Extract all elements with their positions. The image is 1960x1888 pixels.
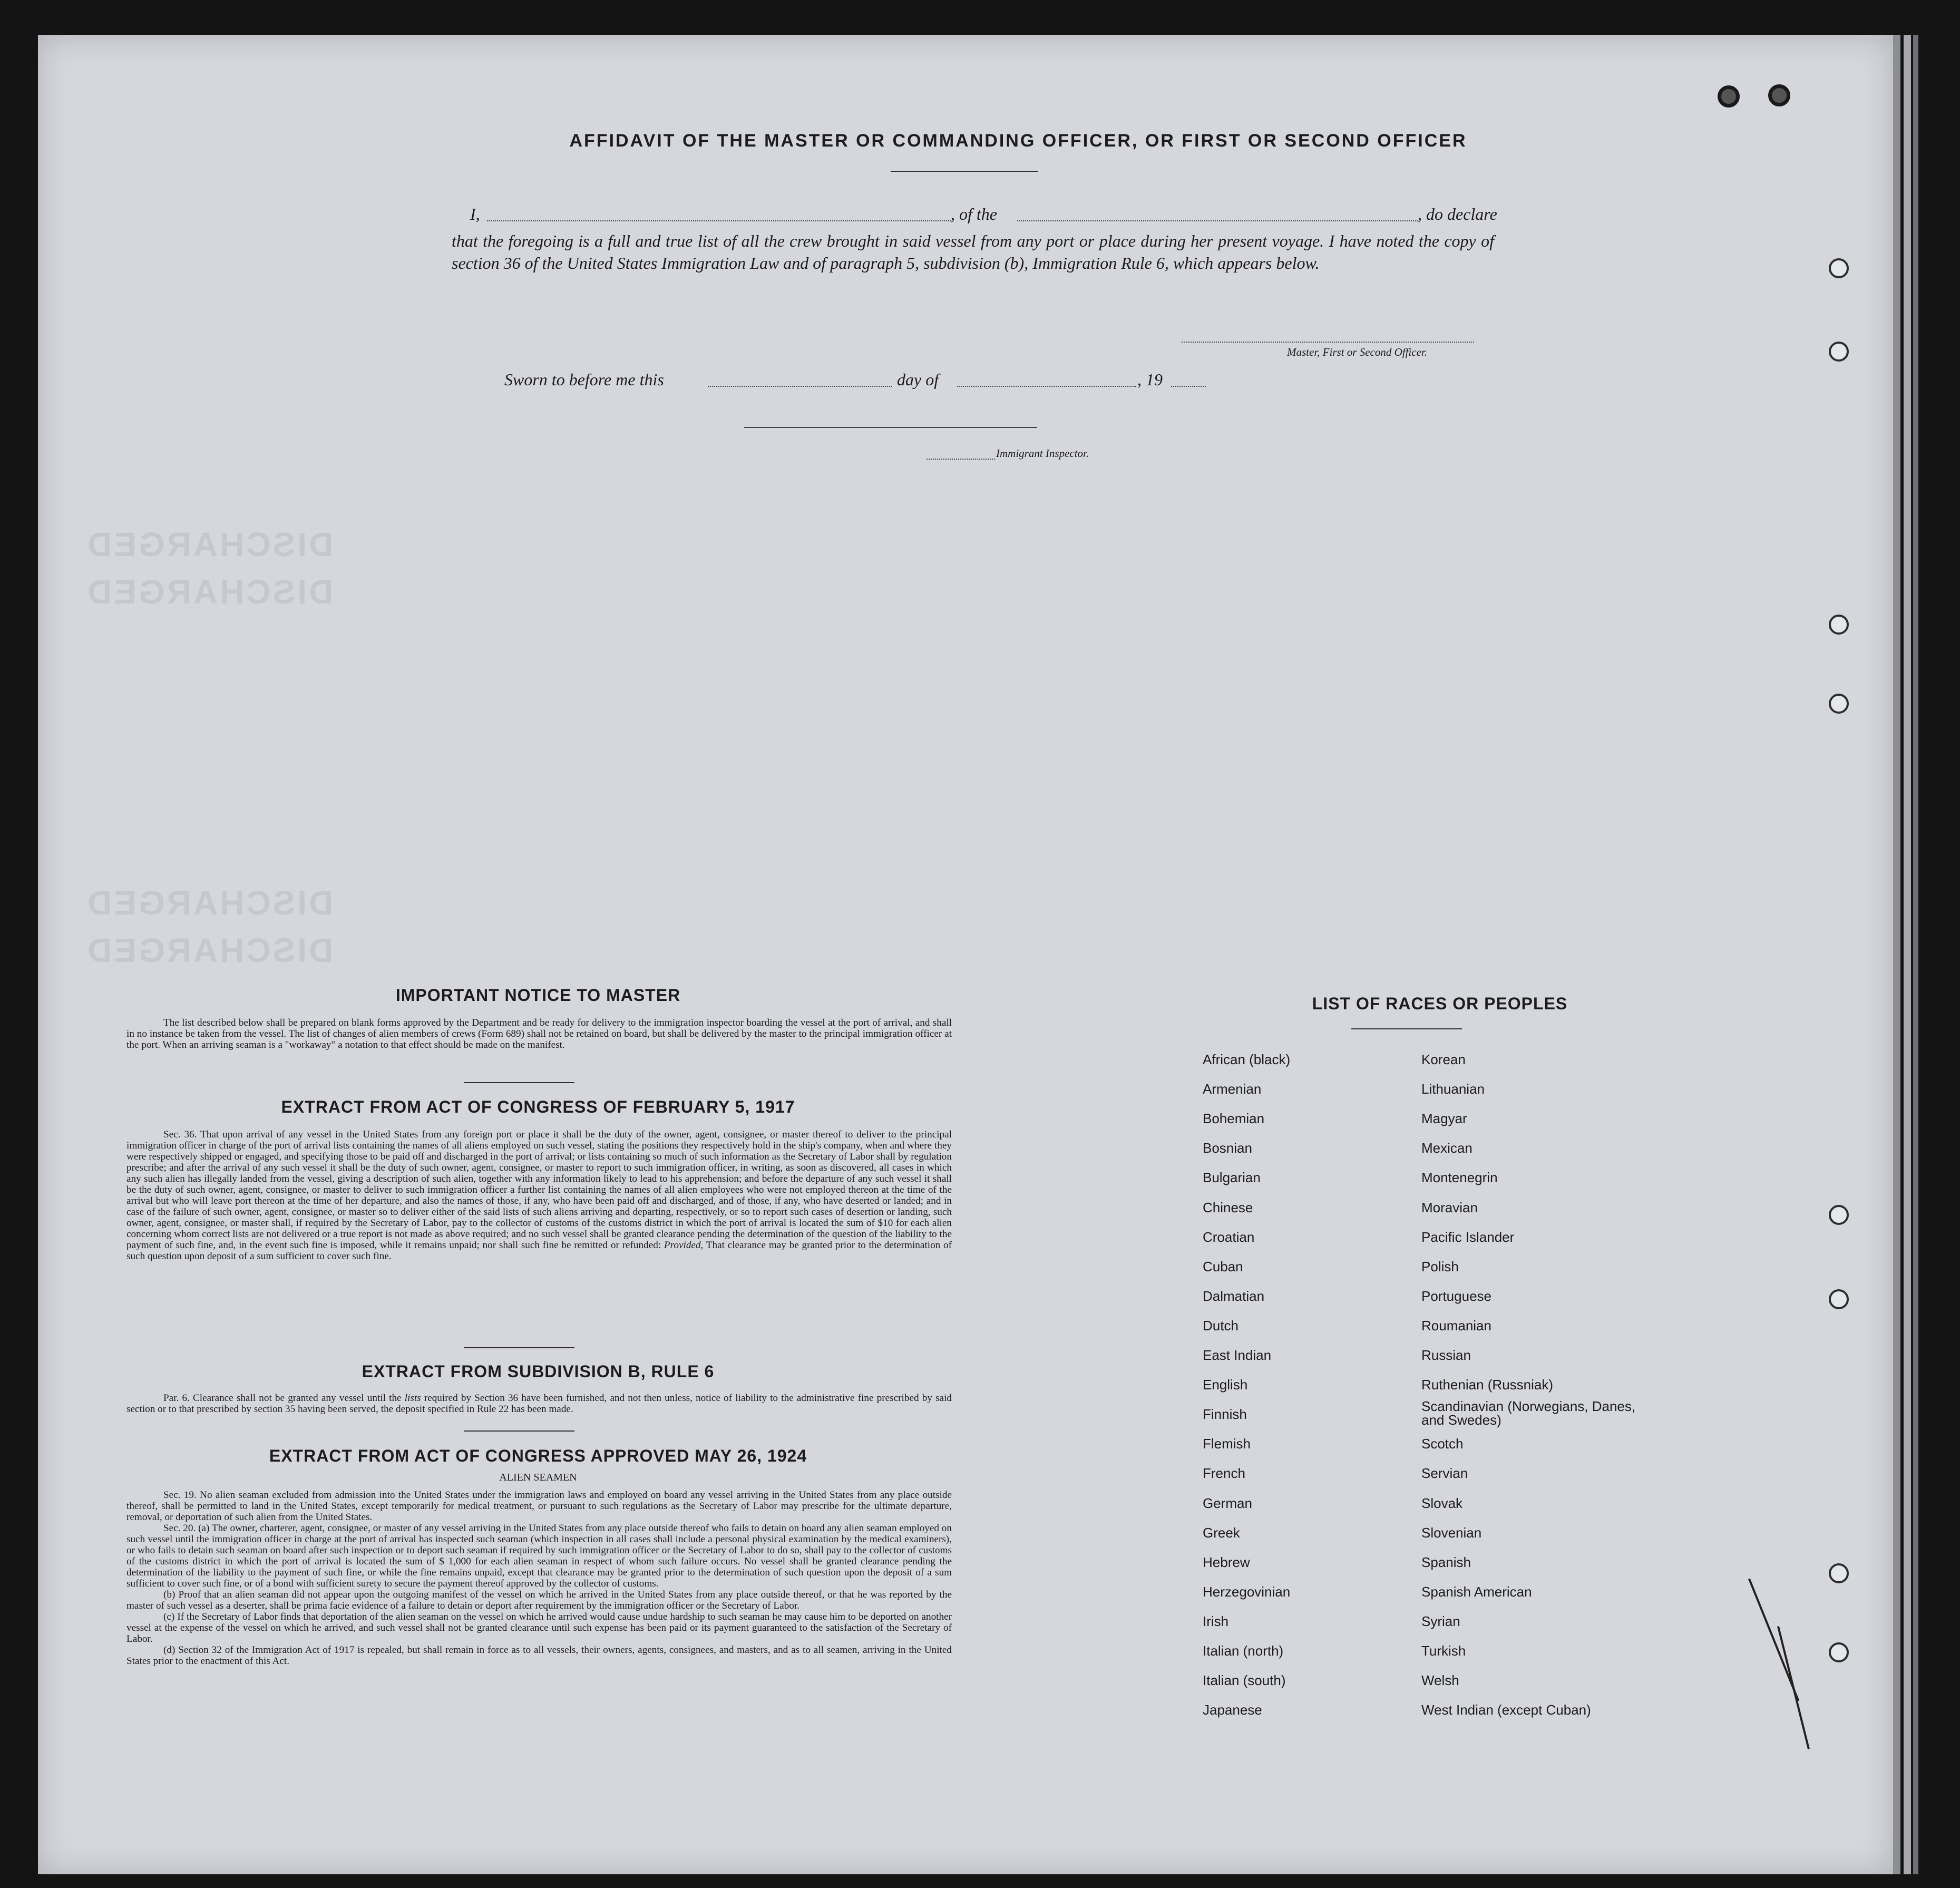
race-item: Slovenian — [1421, 1524, 1482, 1541]
race-item: Mexican — [1421, 1140, 1473, 1156]
year-label: , 19 — [1137, 370, 1163, 389]
race-item: Dutch — [1203, 1317, 1239, 1334]
race-item: Bulgarian — [1203, 1170, 1261, 1186]
race-item: African (black) — [1203, 1052, 1291, 1067]
race-item: Irish — [1203, 1613, 1229, 1629]
race-item: Polish — [1421, 1258, 1459, 1274]
page-edge-3 — [1913, 35, 1918, 1874]
ink-blot — [1768, 84, 1790, 106]
extract-1917-body: Sec. 36. That upon arrival of any vessel in the United States from any foreign port or place it shall be the duty of the owner, agent, consignee, or master thereof to deliver to the principal immigration officer in charge of the port of arrival lists containing the names of all aliens employed on such vessel, stating the positions they respectively hold in the ship's company, when and where they were respectively shipped or engaged, and specifying those to be paid off and discharged in the port of arrival; or lists containing so much of such information as the Secretary of Labor shall by regulation prescribe; and after the arrival of any such vessel it shall be the duty of such owner, agent, consignee, or master to report to such immigration officer, in writing, as soon as discovered, all cases in which any such alien has illegally landed from the vessel, giving a description of such alien, together with any information likely to lead to his apprehension; and before the departure of any such vessel it shall be the duty of such owner, agent, consignee, or master to deliver to such immigration officer a further list containing the names of all alien employees who were not employed thereon at the time of the arrival but who will leave port thereon at the time of her departure, and also the names of those, if any, who have been paid off and discharged, and of those, if any, who have deserted or landed; and in case of the failure of such owner, agent, consignee, or master so to deliver either of the said lists of such aliens arriving and departing, respectively, or so to report such cases of desertion or landing, such owner, agent, consignee, or master shall, if required by the Secretary of Labor, pay to the collector of customs of the customs district in which the port of arrival is located the sum of $10 for each alien concerning whom correct lists are not delivered or a true report is not made as above required; and no such vessel shall be granted clearance pending the determination of the question of the liability to the payment of such fine, and, in the event such fine is imposed, while it remains unpaid; nor shall such fine be remitted or refunded: — [126, 1129, 952, 1251]
punch-hole — [1829, 1205, 1849, 1225]
race-item: East Indian — [1203, 1347, 1272, 1363]
race-item: Spanish — [1421, 1554, 1471, 1570]
race-item: Armenian — [1203, 1081, 1262, 1097]
divider — [464, 1082, 574, 1083]
punch-hole — [1829, 1289, 1849, 1309]
punch-hole — [1829, 615, 1849, 635]
extract-1924-body — [126, 1490, 952, 1667]
notice-text: The list described below shall be prepared on blank forms approved by the Department and be ready for delivery to the immigration inspector boarding the vessel at the port of arrival, and shall in no instance be taken from the vessel. The list of changes of alien members of crews (Form 689) shall not be retained on board, but shall be delivered by the master to the principal immigration officer at the port. When an arriving seaman is a "workaway" a notation to that effect should be made on the manifest. — [126, 1017, 952, 1050]
race-item: Servian — [1421, 1465, 1468, 1482]
race-item: Herzegovinian — [1203, 1583, 1291, 1600]
punch-hole — [1829, 258, 1849, 278]
name-field[interactable] — [487, 220, 951, 221]
extract-1924-title: EXTRACT FROM ACT OF CONGRESS APPROVED MAY 26, 1924 — [269, 1446, 807, 1465]
race-item: Korean — [1421, 1052, 1466, 1067]
sworn-label: Sworn to before me this — [504, 370, 664, 389]
race-item: Japanese — [1203, 1702, 1262, 1718]
bleed-through-stamp: DISCHARGED — [85, 573, 334, 611]
race-item: Cuban — [1203, 1258, 1243, 1274]
vessel-field[interactable] — [1017, 220, 1418, 221]
affidavit-line-i: I, — [470, 205, 480, 223]
signature-caption: Master, First or Second Officer. — [1287, 346, 1427, 358]
race-item: Portuguese — [1421, 1288, 1491, 1304]
affidavit-title: AFFIDAVIT OF THE MASTER OR COMMANDING OFFICER, OR FIRST OR SECOND OFFICER — [569, 131, 1467, 151]
sec19-paragraph: Sec. 19. No alien seaman excluded from admission into the United States under the immigration laws and employed on board any vessel arriving in the United States from any place outside thereof, shall be permitted to land in the United States, except temporarily for medical treatment, or pursuant to such regulations as the Secretary of Labor may prescribe for the ultimate departure, removal, or deportation of such alien from the United States. — [126, 1490, 952, 1523]
race-item: Russian — [1421, 1347, 1471, 1363]
notice-title: IMPORTANT NOTICE TO MASTER — [395, 986, 681, 1005]
day-of-label: day of — [897, 370, 939, 389]
punch-hole — [1829, 342, 1849, 362]
affidavit-line-of-the: , of the — [951, 205, 997, 223]
race-item: Chinese — [1203, 1199, 1253, 1215]
race-item: Lithuanian — [1421, 1081, 1485, 1097]
lists-word: lists — [404, 1393, 421, 1404]
affidavit-paragraph: that the foregoing is a full and true list of all the crew brought in said vessel from any port or place during her present voyage. I have noted the copy of section 36 of the United States Immigration Law and of paragraph 5, subdivision (b), Immigration Rule 6, which appears below. — [452, 231, 1494, 273]
extract-1917-end: That clearance may be granted prior to the determination of such question upon deposit of a sum sufficient to cover such fine. — [126, 1240, 952, 1262]
bleed-through-stamp: DISCHARGED — [85, 884, 334, 922]
sec20c-paragraph: (c) If the Secretary of Labor finds that deportation of the alien seaman on the vessel on which he arrived would cause undue hardship to such seaman he may cause him to be deported on another vessel at the expense of the vessel on which he arrived, and such vessel shall not be granted clearance until such expense has been paid or its payment guaranteed to the satisfaction of the Secretary of Labor. — [126, 1611, 952, 1644]
extract-rule6-text — [126, 1393, 952, 1415]
race-item: West Indian (except Cuban) — [1421, 1702, 1591, 1718]
race-item: Greek — [1203, 1524, 1240, 1541]
race-item: German — [1203, 1495, 1252, 1511]
rule6-part-b: required by Section 36 have been furnished, and not then unless, notice of liability to the administrative fine prescribed by said section or to that prescribed by section 35 having been served, the deposit specified in Rule 22 has been made. — [126, 1393, 952, 1415]
punch-hole — [1829, 1642, 1849, 1662]
inspector-signature-line[interactable] — [744, 427, 1037, 428]
bleed-through-stamp: DISCHARGED — [85, 525, 334, 563]
race-item: Magyar — [1421, 1111, 1467, 1127]
race-item: Italian (north) — [1203, 1643, 1284, 1659]
extract-1917-text — [126, 1129, 952, 1262]
divider — [464, 1430, 574, 1432]
extract-1917-title: EXTRACT FROM ACT OF CONGRESS OF FEBRUARY 5, 1917 — [281, 1097, 795, 1116]
sworn-year-field[interactable] — [1171, 386, 1206, 387]
race-item: Dalmatian — [1203, 1288, 1265, 1304]
race-item: Scandinavian (Norwegians, Danes, and Swedes) — [1421, 1398, 1636, 1428]
races-title: LIST OF RACES OR PEOPLES — [1312, 994, 1568, 1013]
race-item: Turkish — [1421, 1643, 1466, 1659]
punch-hole — [1829, 694, 1849, 714]
document-page — [38, 35, 1893, 1874]
sworn-month-field[interactable] — [957, 386, 1136, 387]
race-item: Spanish American — [1421, 1583, 1532, 1600]
inspector-caption: Immigrant Inspector. — [996, 447, 1089, 460]
sec20a-paragraph: Sec. 20. (a) The owner, charterer, agent, consignee, or master of any vessel arriving in the United States from any place outside thereof who fails to detain on board any alien seaman employed on such vessel until the immigration officer in charge at the port of arrival has inspected such seaman (which inspection in all cases shall include a personal physical examination by the medical examiners), or who fails to detain such seaman on board after such inspection or to deport such seaman if required by such immigration officer or the Secretary of Labor to do so, shall pay to the collector of customs of the customs district in which the port of arrival is located the sum of $ 1,000 for each alien seaman in respect of whom such failure occurs. No vessel shall be granted clearance pending the determination of the liability to the payment of such fine, or while the fine remains unpaid, except that clearance may be granted prior to the determination of such question upon the deposit of a sum sufficient to cover such fine, or of a bond with sufficient surety to secure the payment thereof approved by the collector of customs. — [126, 1523, 952, 1589]
race-item: Bohemian — [1203, 1111, 1265, 1127]
race-item: French — [1203, 1465, 1245, 1482]
signature-field[interactable] — [1182, 342, 1474, 343]
sworn-day-field[interactable] — [708, 386, 892, 387]
race-item: Croatian — [1203, 1229, 1255, 1245]
race-item: Roumanian — [1421, 1317, 1491, 1334]
sec20b-paragraph: (b) Proof that an alien seaman did not appear upon the outgoing manifest of the vessel on which he arrived in the United States from any place outside thereof, or that he was reported by the master of such vessel as a deserter, shall be prima facie evidence of a failure to detain or deport after requirement by the immigration officer or the Secretary of Labor. — [126, 1589, 952, 1611]
race-item: Finnish — [1203, 1406, 1247, 1423]
race-item: Flemish — [1203, 1436, 1251, 1452]
extract-rule6-title: EXTRACT FROM SUBDIVISION B, RULE 6 — [362, 1362, 715, 1381]
punch-hole — [1829, 1563, 1849, 1583]
race-item: Moravian — [1421, 1199, 1478, 1215]
races-title-rule — [1351, 1028, 1462, 1029]
ink-blot — [1718, 85, 1740, 108]
bleed-through-stamp: DISCHARGED — [85, 931, 334, 969]
race-item: Welsh — [1421, 1672, 1459, 1689]
inspector-dots — [927, 459, 995, 460]
divider — [464, 1347, 574, 1348]
pen-stroke — [1777, 1626, 1810, 1749]
provided-word: Provided, — [664, 1240, 704, 1251]
alien-seamen-subtitle: ALIEN SEAMEN — [499, 1472, 577, 1483]
affidavit-line-declare: , do declare — [1418, 205, 1497, 223]
race-item: Ruthenian (Russniak) — [1421, 1377, 1554, 1393]
race-item: English — [1203, 1377, 1248, 1393]
race-item: Italian (south) — [1203, 1672, 1286, 1689]
race-item: Hebrew — [1203, 1554, 1250, 1570]
race-item: Pacific Islander — [1421, 1229, 1515, 1245]
race-item: Slovak — [1421, 1495, 1463, 1511]
race-item: Bosnian — [1203, 1140, 1252, 1156]
page-edge-2 — [1904, 35, 1911, 1874]
sec20d-paragraph: (d) Section 32 of the Immigration Act of 1917 is repealed, but shall remain in force as to all vessels, their owners, agents, consignees, and masters, and as to all seamen, arriving in the United States prior to the enactment of this Act. — [126, 1644, 952, 1667]
race-item: Scotch — [1421, 1436, 1464, 1452]
affidavit-title-rule — [891, 171, 1038, 172]
rule6-part-a: Par. 6. Clearance shall not be granted any vessel until the — [163, 1393, 402, 1404]
race-item: Montenegrin — [1421, 1170, 1498, 1186]
page-edge-1 — [1893, 35, 1900, 1874]
race-item: Syrian — [1421, 1613, 1460, 1629]
